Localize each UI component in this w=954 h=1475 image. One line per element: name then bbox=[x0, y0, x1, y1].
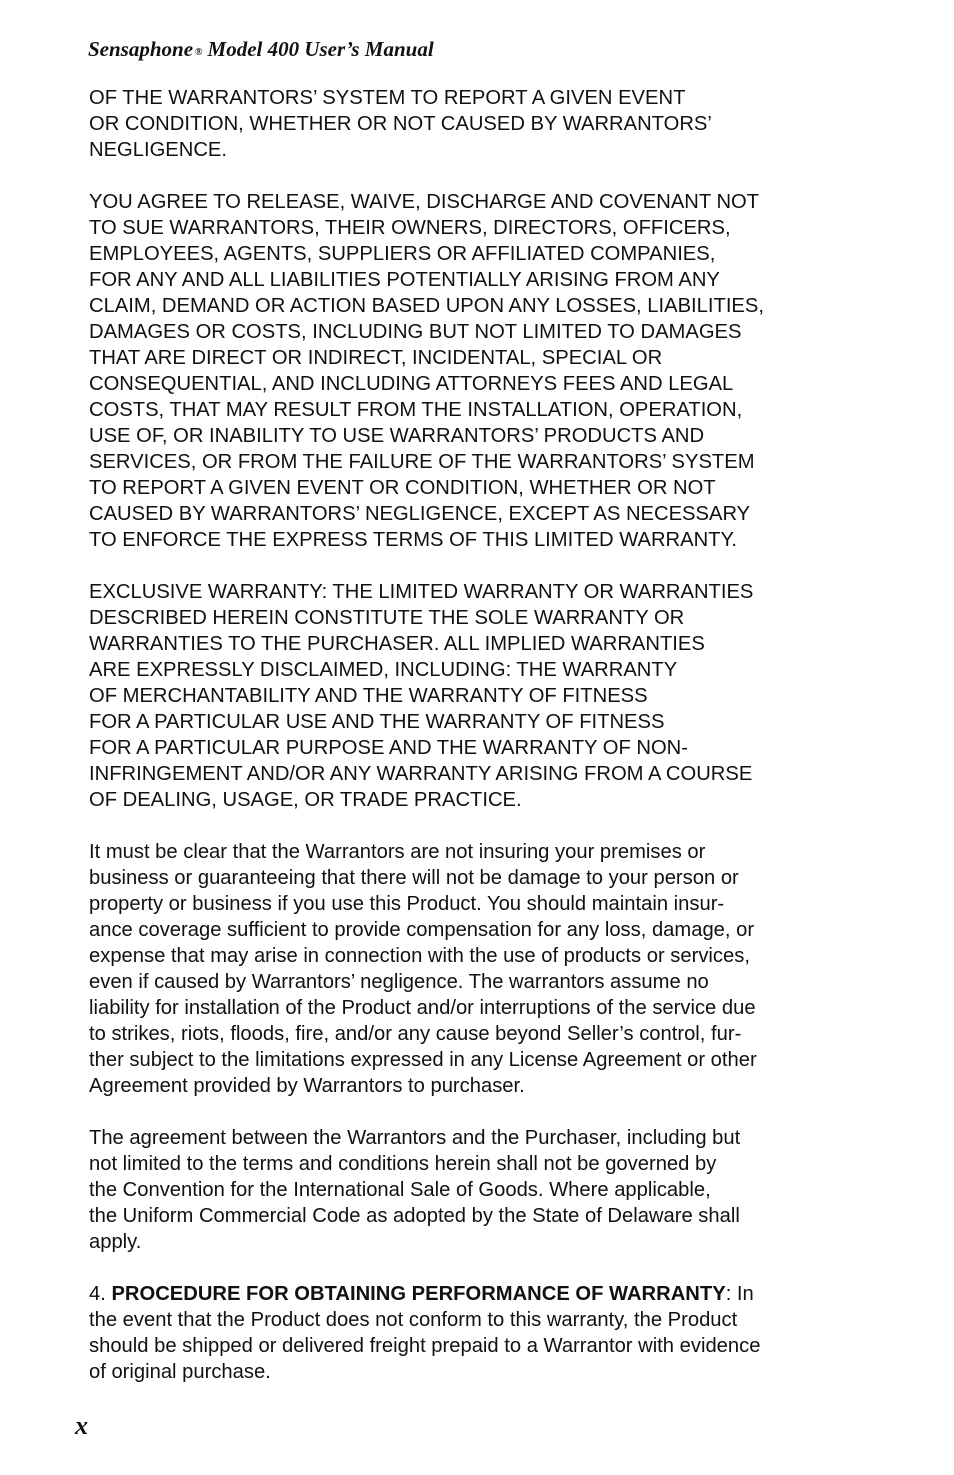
section-number: 4. bbox=[89, 1283, 106, 1305]
text-line: YOU AGREE TO RELEASE, WAIVE, DISCHARGE AND COVENANT NOT bbox=[89, 191, 760, 213]
paragraph-governing-agreement bbox=[89, 1125, 849, 1255]
header-brand: Sensaphone bbox=[88, 37, 194, 61]
text-line: ther subject to the limitations expressed in any License Agreement or other bbox=[89, 1049, 757, 1071]
text-line: OF THE WARRANTORS’ SYSTEM TO REPORT A GIVEN EVENT bbox=[89, 87, 686, 109]
text-line: Agreement provided by Warrantors to purchaser. bbox=[89, 1075, 525, 1097]
text-line: INFRINGEMENT AND/OR ANY WARRANTY ARISING FROM A COURSE bbox=[89, 763, 753, 785]
text-line: DAMAGES OR COSTS, INCLUDING BUT NOT LIMITED TO DAMAGES bbox=[89, 321, 742, 343]
body-text bbox=[89, 85, 849, 1411]
text-line: USE OF, OR INABILITY TO USE WARRANTORS’ PRODUCTS AND bbox=[89, 425, 705, 447]
text-line: liability for installation of the Product and/or interruptions of the service due bbox=[89, 997, 756, 1019]
text-line: ARE EXPRESSLY DISCLAIMED, INCLUDING: THE WARRANTY bbox=[89, 659, 678, 681]
text-line: It must be clear that the Warrantors are not insuring your premises or bbox=[89, 841, 706, 863]
registered-mark: ® bbox=[195, 47, 203, 58]
section-4-procedure bbox=[89, 1281, 849, 1385]
text-line: OF MERCHANTABILITY AND THE WARRANTY OF FITNESS bbox=[89, 685, 648, 707]
text-line: EXCLUSIVE WARRANTY: THE LIMITED WARRANTY OR WARRANTIES bbox=[89, 581, 754, 603]
text-line: the Convention for the International Sale of Goods. Where applicable, bbox=[89, 1179, 711, 1201]
text-line: the event that the Product does not conform to this warranty, the Product bbox=[89, 1309, 738, 1331]
text-line: FOR A PARTICULAR USE AND THE WARRANTY OF FITNESS bbox=[89, 711, 665, 733]
section-4-first-line bbox=[89, 1281, 849, 1307]
section-heading-suffix: : In bbox=[725, 1283, 754, 1305]
section-heading: PROCEDURE FOR OBTAINING PERFORMANCE OF WARRANTY bbox=[111, 1283, 726, 1305]
text-line: OF DEALING, USAGE, OR TRADE PRACTICE. bbox=[89, 789, 522, 811]
text-line: should be shipped or delivered freight prepaid to a Warrantor with evidence bbox=[89, 1335, 761, 1357]
text-line: business or guaranteeing that there will not be damage to your person or bbox=[89, 867, 739, 889]
text-line: CAUSED BY WARRANTORS’ NEGLIGENCE, EXCEPT AS NECESSARY bbox=[89, 503, 751, 525]
text-line: ance coverage sufficient to provide compensation for any loss, damage, or bbox=[89, 919, 755, 941]
text-line: to strikes, riots, floods, fire, and/or any cause beyond Seller’s control, fur- bbox=[89, 1023, 742, 1045]
text-line: OR CONDITION, WHETHER OR NOT CAUSED BY WARRANTORS’ bbox=[89, 113, 712, 135]
text-line: even if caused by Warrantors’ negligence. The warrantors assume no bbox=[89, 971, 709, 993]
text-line: of original purchase. bbox=[89, 1361, 271, 1383]
text-line: property or business if you use this Product. You should maintain insur- bbox=[89, 893, 725, 915]
paragraph-not-insuring bbox=[89, 839, 849, 1099]
header-title: Model 400 User’s Manual bbox=[207, 37, 434, 61]
text-line: The agreement between the Warrantors and the Purchaser, including but bbox=[89, 1127, 741, 1149]
text-line: FOR A PARTICULAR PURPOSE AND THE WARRANTY OF NON- bbox=[89, 737, 688, 759]
text-line: TO REPORT A GIVEN EVENT OR CONDITION, WHETHER OR NOT bbox=[89, 477, 716, 499]
page-number: x bbox=[75, 1411, 88, 1440]
text-line: CONSEQUENTIAL, AND INCLUDING ATTORNEYS FEES AND LEGAL bbox=[89, 373, 734, 395]
text-line: COSTS, THAT MAY RESULT FROM THE INSTALLATION, OPERATION, bbox=[89, 399, 743, 421]
paragraph-warrantors-system bbox=[89, 85, 849, 163]
text-line: SERVICES, OR FROM THE FAILURE OF THE WARRANTORS’ SYSTEM bbox=[89, 451, 755, 473]
text-line: TO SUE WARRANTORS, THEIR OWNERS, DIRECTORS, OFFICERS, bbox=[89, 217, 731, 239]
text-line: not limited to the terms and conditions herein shall not be governed by bbox=[89, 1153, 717, 1175]
text-line: FOR ANY AND ALL LIABILITIES POTENTIALLY ARISING FROM ANY bbox=[89, 269, 720, 291]
text-line: THAT ARE DIRECT OR INDIRECT, INCIDENTAL, SPECIAL OR bbox=[89, 347, 663, 369]
text-line: WARRANTIES TO THE PURCHASER. ALL IMPLIED WARRANTIES bbox=[89, 633, 705, 655]
text-line: TO ENFORCE THE EXPRESS TERMS OF THIS LIMITED WARRANTY. bbox=[89, 529, 737, 551]
text-line: apply. bbox=[89, 1231, 142, 1253]
text-line: DESCRIBED HEREIN CONSTITUTE THE SOLE WARRANTY OR bbox=[89, 607, 685, 629]
paragraph-release-waiver bbox=[89, 189, 849, 553]
running-header bbox=[88, 36, 434, 66]
text-line: CLAIM, DEMAND OR ACTION BASED UPON ANY LOSSES, LIABILITIES, bbox=[89, 295, 764, 317]
text-line: EMPLOYEES, AGENTS, SUPPLIERS OR AFFILIATED COMPANIES, bbox=[89, 243, 716, 265]
text-line: the Uniform Commercial Code as adopted by the State of Delaware shall bbox=[89, 1205, 740, 1227]
text-line: expense that may arise in connection with the use of products or services, bbox=[89, 945, 750, 967]
text-line: NEGLIGENCE. bbox=[89, 139, 227, 161]
paragraph-exclusive-warranty bbox=[89, 579, 849, 813]
